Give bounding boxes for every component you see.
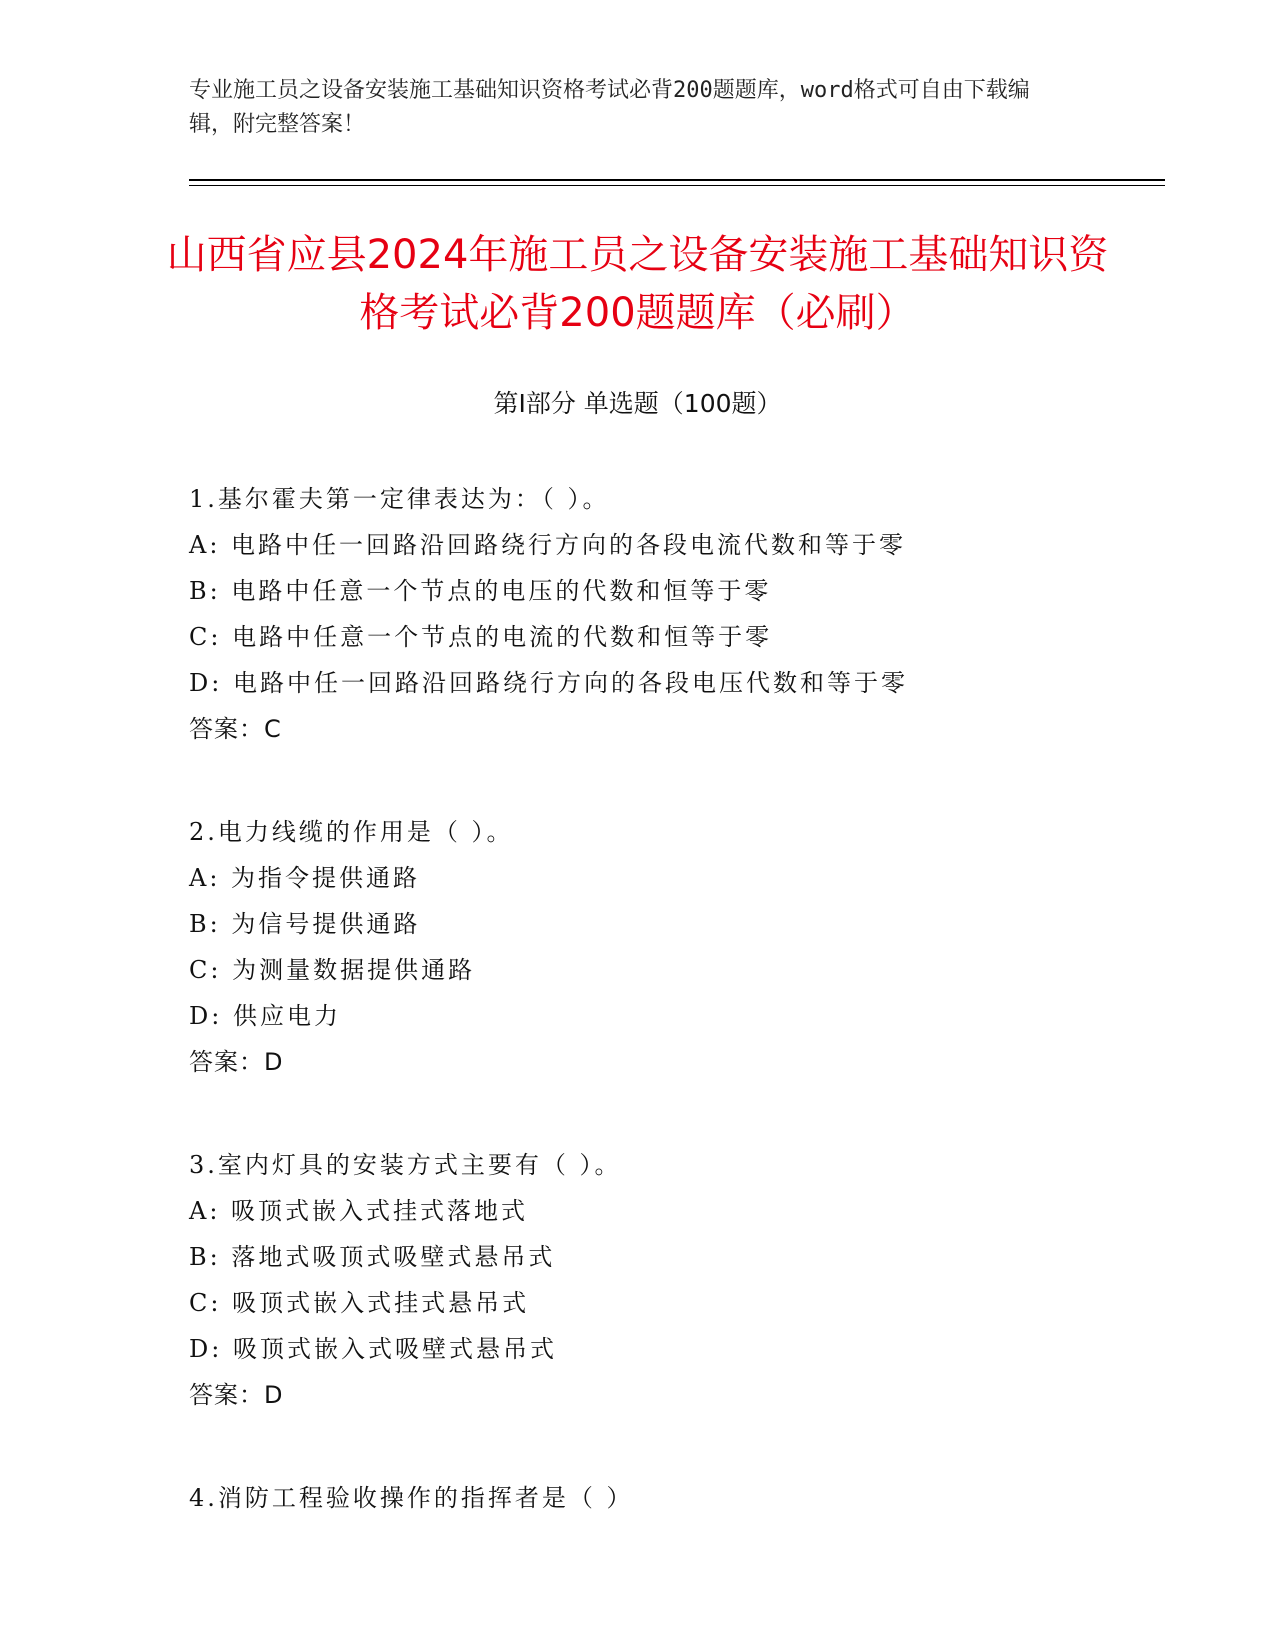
question-item xyxy=(189,809,1149,1085)
header-note: 专业施工员之设备安装施工基础知识资格考试必背200题题库，word格式可自由下载编辑，附完整答案！ xyxy=(189,78,1030,137)
option-b: B: 落地式吸顶式吸壁式悬吊式 xyxy=(189,1243,556,1271)
question-item xyxy=(189,476,1149,752)
answer-line: 答案：D xyxy=(189,1381,284,1409)
answer-line: 答案：C xyxy=(189,715,282,743)
answer-line: 答案：D xyxy=(189,1048,284,1076)
question-stem: 3.室内灯具的安装方式主要有（ ）。 xyxy=(189,1151,622,1179)
option-c: C: 吸顶式嵌入式挂式悬吊式 xyxy=(189,1289,530,1317)
option-a: A: 电路中任一回路沿回路绕行方向的各段电流代数和等于零 xyxy=(189,531,907,559)
option-a: A: 为指令提供通路 xyxy=(189,864,421,892)
question-item xyxy=(189,1142,1149,1418)
option-c: C: 为测量数据提供通路 xyxy=(189,956,476,984)
question-stem: 2.电力线缆的作用是（ ）。 xyxy=(189,818,514,846)
option-c: C: 电路中任意一个节点的电流的代数和恒等于零 xyxy=(189,623,773,651)
option-d: D: 电路中任一回路沿回路绕行方向的各段电压代数和等于零 xyxy=(189,669,908,697)
option-b: B: 为信号提供通路 xyxy=(189,910,421,938)
section-heading: 第Ⅰ部分 单选题（100题） xyxy=(493,389,782,418)
header-divider-thick xyxy=(189,179,1165,181)
question-item xyxy=(189,1475,1149,1521)
document-title: 山西省应县2024年施工员之设备安装施工基础知识资格考试必背200题题库（必刷） xyxy=(166,232,1109,336)
question-stem: 1.基尔霍夫第一定律表达为：（ ）。 xyxy=(189,485,610,513)
option-d: D: 供应电力 xyxy=(189,1002,341,1030)
header-divider-thin xyxy=(189,185,1165,186)
option-d: D: 吸顶式嵌入式吸壁式悬吊式 xyxy=(189,1335,557,1363)
option-a: A: 吸顶式嵌入式挂式落地式 xyxy=(189,1197,529,1225)
question-list xyxy=(189,476,1149,1578)
question-stem: 4.消防工程验收操作的指挥者是（ ） xyxy=(189,1484,634,1512)
option-b: B: 电路中任意一个节点的电压的代数和恒等于零 xyxy=(189,577,772,605)
